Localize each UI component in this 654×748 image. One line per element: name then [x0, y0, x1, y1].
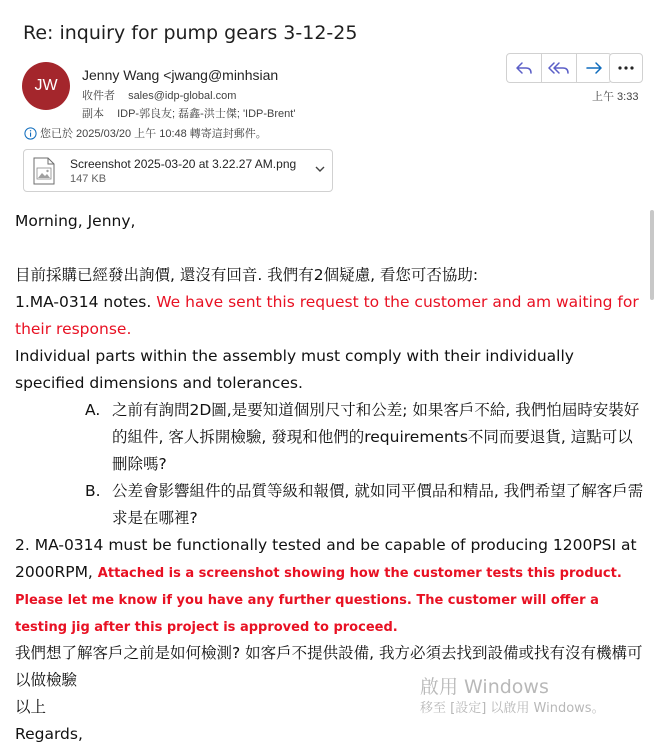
- received-time: 上午 3:33: [592, 91, 639, 103]
- item-1-text: Individual parts within the assembly must comply with their individually specified dimensions and tolerances.: [15, 347, 574, 392]
- cc-value[interactable]: IDP-郭良友; 磊鑫-洪士傑; 'IDP-Brent': [117, 108, 296, 120]
- blank-line: [15, 235, 645, 262]
- info-icon: [24, 127, 37, 140]
- signoff: Regards,: [15, 725, 83, 743]
- item-1-prefix: 1.MA-0314 notes.: [15, 293, 157, 311]
- attachment-name: Screenshot 2025-03-20 at 3.22.27 AM.png: [70, 157, 297, 171]
- sub-item-b-text: 公差會影響組件的品質等級和報價, 就如同平價品和精品, 我們希望了解客戶需求是在哪裡?: [112, 482, 644, 527]
- reply-icon: [515, 60, 533, 76]
- sub-item-b-marker: B.: [85, 482, 101, 500]
- forward-button[interactable]: [577, 53, 612, 83]
- sub-item-b: [85, 478, 645, 532]
- cc-label: 副本: [82, 108, 104, 120]
- to-value[interactable]: sales@idp-global.com: [128, 90, 237, 102]
- reply-button[interactable]: [506, 53, 542, 83]
- item-2-followup: 我們想了解客戶之前是如何檢測? 如客戶不提供設備, 我方必須去找到設備或找有沒有機構可以做檢驗: [15, 644, 643, 689]
- scrollbar[interactable]: [650, 210, 654, 300]
- intro-line: 目前採購已經發出詢價, 還沒有回音. 我們有2個疑慮, 看您可否協助:: [15, 266, 479, 284]
- sender-name[interactable]: Jenny Wang <jwang@minhsian: [82, 67, 279, 83]
- message-body: [15, 208, 645, 748]
- item-1-reply: We have sent this request to the customer and am waiting for their response.: [15, 293, 639, 338]
- sub-item-a-text: 之前有詢問2D圖,是要知道個別尺寸和公差; 如果客戶不給, 我們怕屆時安裝好的組件, 客人拆開檢驗, 發現和他們的requirements不同而要退貨, 這點可以刪除嗎?: [112, 401, 640, 473]
- activation-watermark-subtitle: 移至 [設定] 以啟用 Windows。: [420, 701, 605, 716]
- forward-icon: [585, 60, 603, 76]
- item-2-reply: Attached is a screenshot showing how the customer tests this product. Please let me know if you have any further questions. The customer will offer a testing jig after this project is approved to proceed.: [15, 566, 622, 635]
- info-text: 您已於 2025/03/20 上午 10:48 轉寄這封郵件。: [40, 128, 267, 140]
- subject: Re: inquiry for pump gears 3-12-25: [23, 22, 358, 44]
- more-icon: [618, 66, 634, 70]
- cc-row: [82, 105, 295, 121]
- reply-all-button[interactable]: [542, 53, 577, 83]
- item-2-text: 2. MA-0314 must be functionally tested and be capable of producing 1200PSI at 2000RPM,: [15, 536, 637, 581]
- attachment-card[interactable]: [23, 149, 333, 192]
- avatar[interactable]: JW: [22, 62, 70, 110]
- image-file-icon: [32, 157, 56, 185]
- sub-item-a-marker: A.: [85, 401, 101, 419]
- action-group: [506, 53, 612, 83]
- more-button[interactable]: [609, 53, 643, 83]
- greeting: Morning, Jenny,: [15, 212, 136, 230]
- activation-watermark-title: 啟用 Windows: [420, 676, 549, 698]
- to-label: 收件者: [82, 90, 115, 102]
- to-row: [82, 87, 236, 103]
- chevron-down-icon[interactable]: [314, 163, 326, 175]
- closing: 以上: [15, 698, 47, 716]
- info-bar: [24, 125, 267, 141]
- attachment-size: 147 KB: [70, 173, 107, 185]
- item-1: [15, 289, 645, 343]
- sub-item-a: [85, 397, 645, 478]
- reply-all-icon: [548, 60, 570, 76]
- item-2: [15, 532, 645, 640]
